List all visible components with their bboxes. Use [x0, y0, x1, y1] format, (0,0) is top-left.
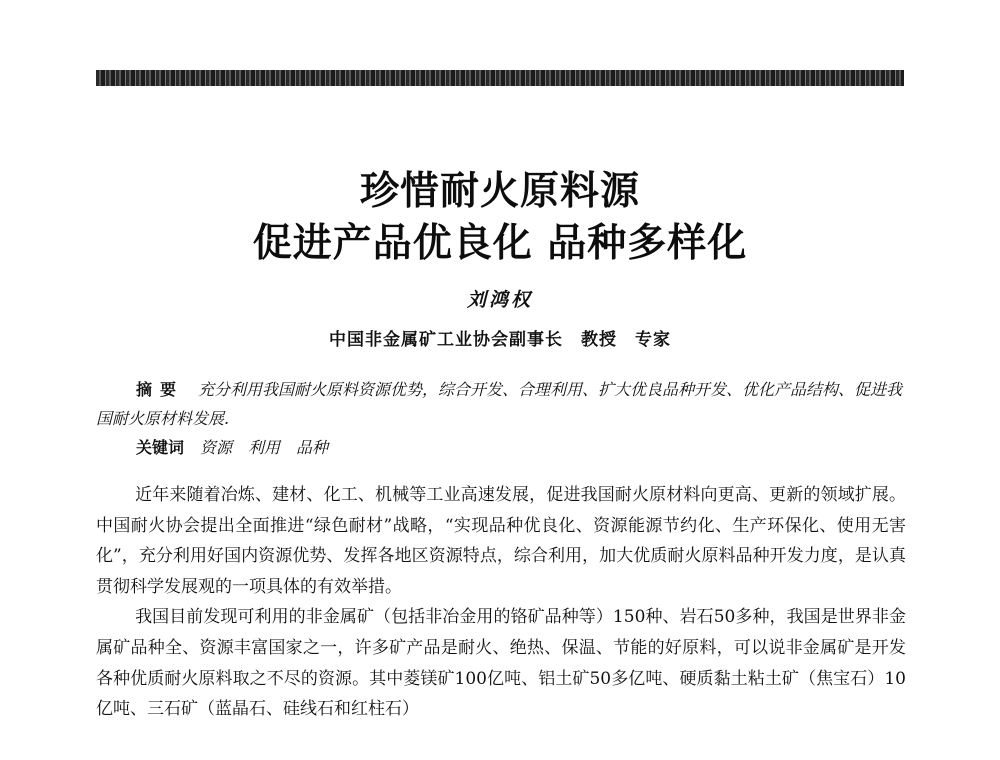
keywords — [136, 433, 896, 462]
keywords-text: 资源 利用 品种 — [200, 438, 329, 457]
body-paragraph: 近年来随着冶炼、建材、化工、机械等工业高速发展，促进我国耐火原材料向更高、更新的领域扩展。中国耐火协会提出全面推进“绿色耐材”战略，“实现品种优良化、资源能源节约化、生产环保化、使用无害化”，充分利用好国内资源优势、发挥各地区资源特点，综合利用，加大优质耐火原料品种开发力度，是认真贯彻科学发展观的一项具体的有效举措。 — [96, 485, 906, 597]
abstract-text: 充分利用我国耐火原料资源优势，综合开发、合理利用、扩大优良品种开发、优化产品结构、促进我国耐火原材料发展. — [96, 380, 903, 428]
article-title-line-1: 珍惜耐火原料源 — [359, 169, 640, 214]
article-title-line-2: 促进产品优良化 品种多样化 — [252, 221, 748, 266]
body-paragraph: 我国目前发现可利用的非金属矿（包括非冶金用的铬矿品种等）150种、岩石50多种，我国是世界非金属矿品种全、资源丰富国家之一，许多矿产品是耐火、绝热、保温、节能的好原料，可以说非金属矿是开发各种优质耐火原料取之不尽的资源。其中菱镁矿100亿吨、铝土矿50多亿吨、硬质黏土粘土矿（焦宝石）10亿吨、三石矿（蓝晶石、硅线石和红柱石） — [96, 607, 906, 720]
header-rule — [96, 70, 904, 86]
author-affiliation: 中国非金属矿工业协会副事长 教授 专家 — [329, 330, 671, 350]
abstract-label: 摘要 — [136, 380, 185, 399]
article-body — [96, 480, 906, 725]
keywords-label: 关键词 — [136, 438, 185, 457]
author-name: 刘鸿权 — [466, 289, 533, 311]
abstract — [96, 375, 906, 433]
